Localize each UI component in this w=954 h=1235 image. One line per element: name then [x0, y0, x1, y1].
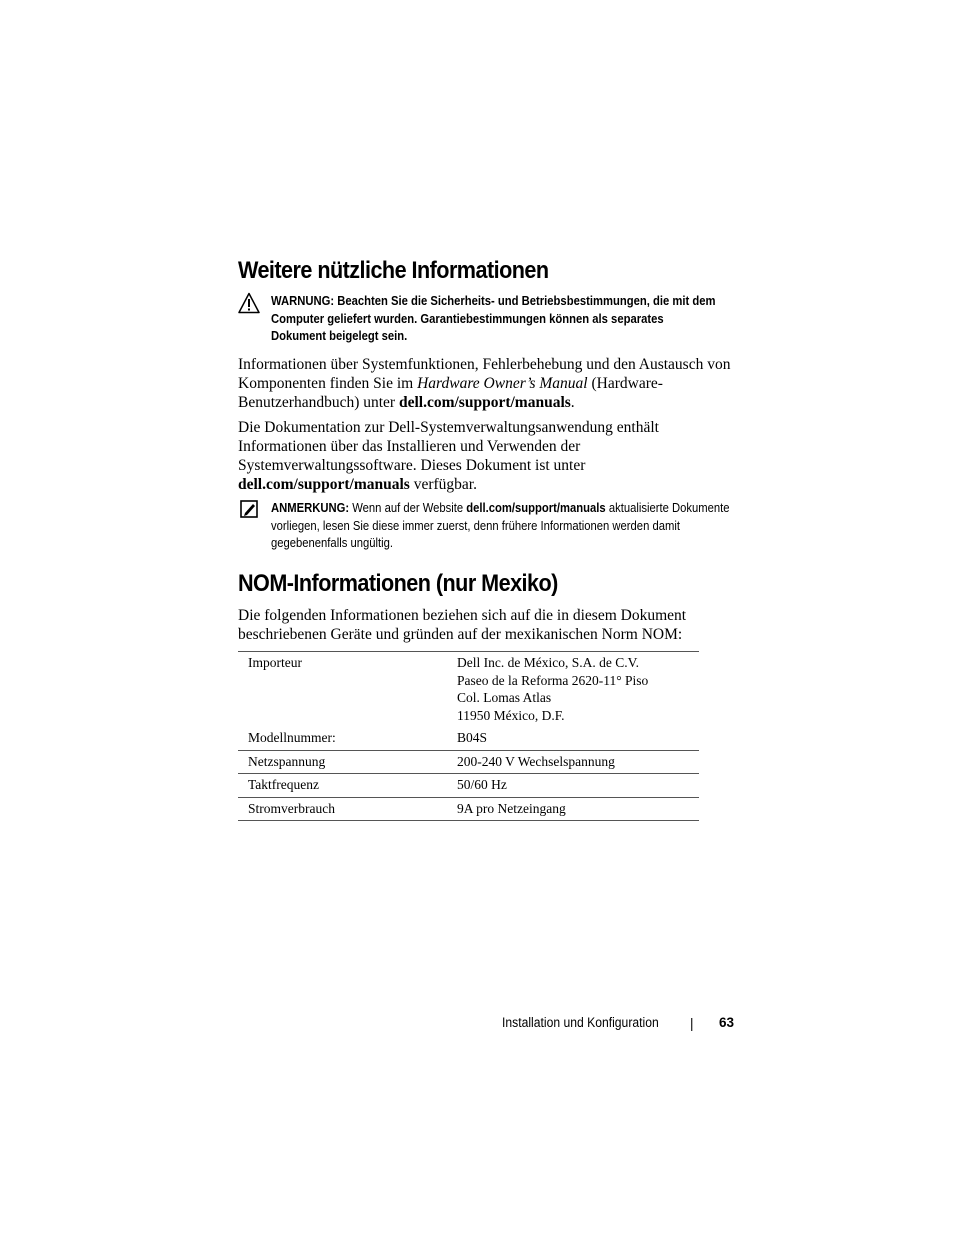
address-line: Paseo de la Reforma 2620-11° Piso	[457, 672, 649, 688]
paragraph-system-management	[238, 418, 738, 494]
section-title-nom: NOM-Informationen (nur Mexiko)	[238, 570, 558, 597]
paragraph-text: .	[570, 394, 575, 411]
table-row	[238, 750, 699, 774]
support-link[interactable]: dell.com/support/manuals	[398, 394, 571, 411]
row-label: Taktfrequenz	[248, 777, 320, 792]
manual-title: Hardware Owner’s Manual	[417, 375, 588, 392]
row-label: Modellnummer:	[248, 730, 336, 745]
paragraph-text: verfügbar.	[409, 476, 477, 493]
warning-text	[271, 293, 721, 346]
warning-icon	[238, 292, 260, 314]
support-link[interactable]: dell.com/support/manuals	[238, 476, 410, 493]
footer-section-name: Installation und Konfiguration	[502, 1015, 659, 1030]
row-value: 9A pro Netzeingang	[457, 800, 566, 816]
row-label: Netzspannung	[248, 753, 326, 769]
table-row	[238, 727, 699, 750]
paragraph-nom-intro: Die folgenden Informationen beziehen sich auf die in diesem Dokument beschriebenen Geräte und gründen auf der mexikanischen Norm NOM:	[238, 607, 687, 643]
importer-label: Importeur	[248, 655, 302, 670]
paragraph-hardware-manual	[238, 355, 738, 412]
paragraph-text: (Hardware-Benutzerhandbuch) unter	[238, 375, 663, 411]
paragraph-text: Die Dokumentation zur Dell-Systemverwaltungsanwendung enthält Informationen über das Installieren und Verwenden der Systemverwaltungssoftware. Dieses Dokument ist unter	[238, 419, 659, 474]
importer-address	[457, 652, 699, 728]
row-value: 200-240 V Wechselspannung	[457, 753, 615, 769]
nom-table	[238, 651, 699, 821]
table-row	[238, 797, 699, 821]
note-label: ANMERKUNG:	[271, 501, 350, 515]
warning-label: WARNUNG:	[271, 294, 335, 308]
paragraph-text: Informationen über Systemfunktionen, Fehlerbehebung und den Austausch von Komponenten finden Sie im	[238, 356, 731, 392]
address-line: Col. Lomas Atlas	[457, 690, 552, 705]
support-link[interactable]: dell.com/support/manuals	[466, 501, 606, 515]
warning-body: Beachten Sie die Sicherheits- und Betriebsbestimmungen, die mit dem Computer geliefert wurden. Garantiebestimmungen können als separates Dokument beigelegt sein.	[271, 294, 716, 343]
row-value: 50/60 Hz	[457, 777, 507, 792]
table-row	[238, 774, 699, 798]
address-line: 11950 México, D.F.	[457, 707, 565, 723]
note-text	[271, 500, 739, 553]
address-line: Dell Inc. de México, S.A. de C.V.	[457, 655, 639, 670]
table-row	[238, 652, 699, 728]
pencil-note-icon	[238, 498, 260, 520]
row-label: Stromverbrauch	[248, 800, 335, 816]
section-title-useful-info: Weitere nützliche Informationen	[238, 257, 549, 284]
footer-separator: |	[690, 1016, 694, 1031]
note-body: aktualisierte Dokumente vorliegen, lesen Sie diese immer zuerst, denn frühere Informationen werden damit gegebenenfalls ungültig.	[271, 501, 730, 550]
note-body: Wenn auf der Website	[349, 501, 467, 515]
page-number: 63	[719, 1015, 735, 1030]
row-value: B04S	[457, 730, 488, 745]
